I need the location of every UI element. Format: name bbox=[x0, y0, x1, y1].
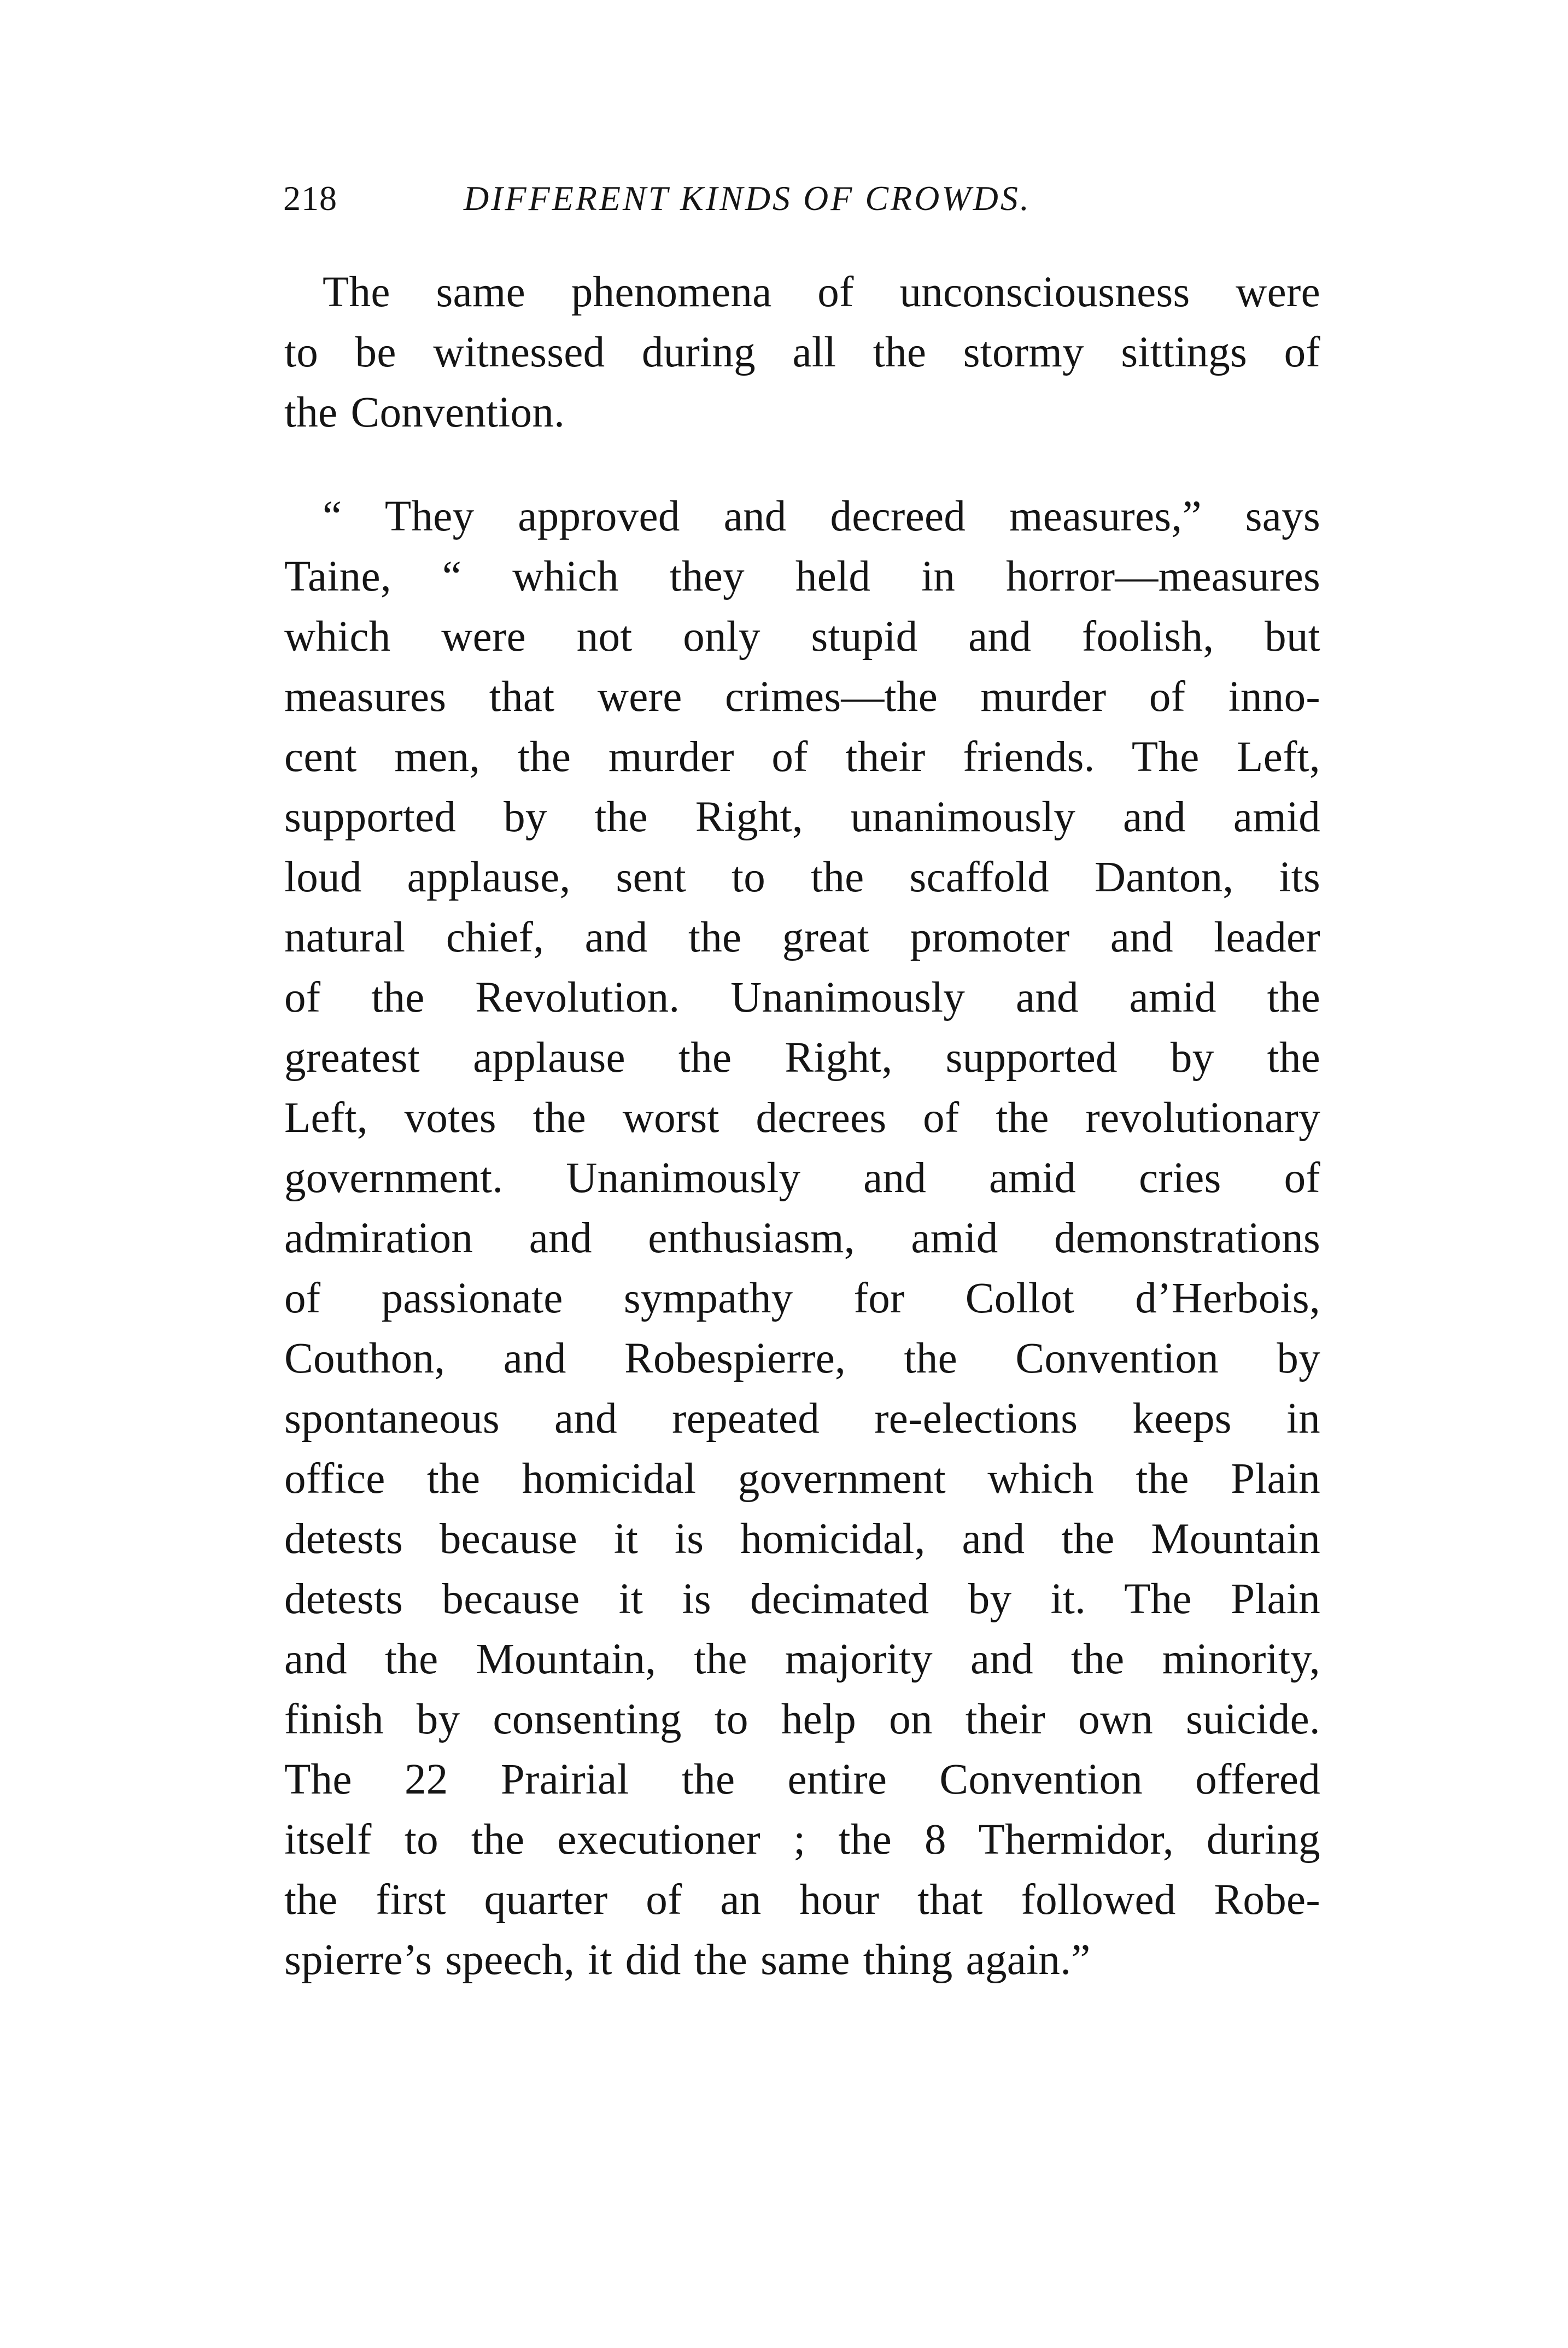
text-line: the first quarter of an hour that followed Robe- bbox=[284, 1876, 1320, 1924]
text-line: government. Unanimously and amid cries of bbox=[284, 1154, 1320, 1202]
text-line: admiration and enthusiasm, amid demonstrations bbox=[284, 1214, 1320, 1262]
text-line: finish by consenting to help on their own suicide. bbox=[284, 1696, 1320, 1743]
paragraph-2 bbox=[284, 487, 1320, 1990]
text-line: The same phenomena of unconsciousness were bbox=[323, 268, 1320, 316]
text-line: which were not only stupid and foolish, but bbox=[284, 613, 1320, 661]
text-line: detests because it is decimated by it. The Plain bbox=[284, 1575, 1320, 1623]
paragraph-1 bbox=[284, 262, 1320, 443]
text-line: of the Revolution. Unanimously and amid the bbox=[284, 974, 1320, 1021]
text-line: itself to the executioner ; the 8 Thermidor, during bbox=[284, 1816, 1320, 1864]
text-line: the Convention. bbox=[284, 389, 565, 436]
body-text bbox=[284, 262, 1320, 1990]
text-line: loud applause, sent to the scaffold Danton, its bbox=[284, 854, 1320, 901]
text-line: office the homicidal government which the Plain bbox=[284, 1455, 1320, 1503]
text-line: cent men, the murder of their friends. The Left, bbox=[284, 733, 1320, 781]
text-line: supported by the Right, unanimously and amid bbox=[284, 793, 1320, 841]
paragraph-gap bbox=[284, 443, 1320, 487]
text-line: greatest applause the Right, supported by the bbox=[284, 1034, 1320, 1082]
text-line: spierre’s speech, it did the same thing again.” bbox=[284, 1936, 1091, 1984]
text-line: Couthon, and Robespierre, the Convention by bbox=[284, 1335, 1320, 1382]
text-line: Taine, “ which they held in horror—measures bbox=[284, 553, 1320, 600]
running-title: DIFFERENT KINDS OF CROWDS. bbox=[464, 179, 1031, 218]
text-line: natural chief, and the great promoter and leader bbox=[284, 914, 1320, 961]
text-line: to be witnessed during all the stormy sittings of bbox=[284, 329, 1320, 376]
text-line: of passionate sympathy for Collot d’Herbois, bbox=[284, 1275, 1320, 1322]
text-line: detests because it is homicidal, and the Mountain bbox=[284, 1515, 1320, 1563]
text-line: Left, votes the worst decrees of the revolutionary bbox=[284, 1094, 1320, 1142]
page-number: 218 bbox=[283, 179, 337, 218]
text-line: spontaneous and repeated re-elections keeps in bbox=[284, 1395, 1320, 1442]
text-line: measures that were crimes—the murder of inno- bbox=[284, 673, 1320, 721]
text-line: “ They approved and decreed measures,” says bbox=[323, 493, 1320, 540]
running-head bbox=[283, 174, 1322, 223]
text-line: The 22 Prairial the entire Convention offered bbox=[284, 1756, 1320, 1803]
text-line: and the Mountain, the majority and the minority, bbox=[284, 1636, 1320, 1683]
